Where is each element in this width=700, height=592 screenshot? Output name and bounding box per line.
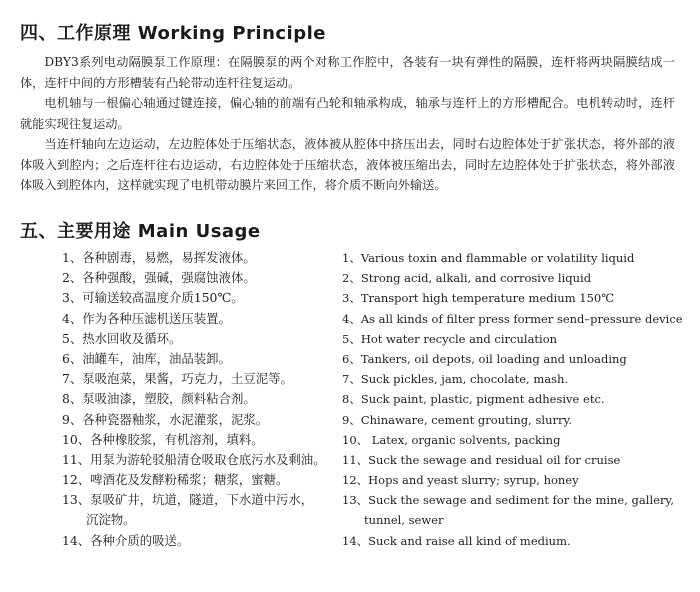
usage-item-en: 10、 Latex, organic solvents, packing bbox=[342, 432, 561, 447]
usage-item-cn: 6、油罐车，油库，油品装卸。 bbox=[62, 350, 231, 366]
usage-item-cn: 9、各种瓷器釉浆，水泥灌浆，泥浆。 bbox=[62, 411, 269, 427]
usage-item-en: 13、Suck the sewage and sediment for the mine, gallery, bbox=[342, 493, 675, 508]
usage-item-cn: 2、各种强酸，强碱，强腐蚀液体。 bbox=[62, 270, 256, 286]
usage-item-en: 1、Various toxin and flammable or volatility liquid bbox=[342, 251, 635, 265]
usage-item-cn: 13、泵吸矿井，坑道，隧道，下水道中污水， bbox=[62, 492, 314, 508]
usage-item-en: 8、Suck paint, plastic, pigment adhesive etc. bbox=[342, 392, 605, 407]
usage-item-en: 4、As all kinds of filter press former send–pressure device bbox=[342, 311, 683, 326]
working-principle-paragraph-3: 当连杆轴向左边运动，左边腔体处于压缩状态，液体被从腔体中挤压出去，同时右边腔体处于扩张状态，将外部的液体吸入到腔内；之后连杆往右边运动，右边腔体处于压缩状态，液体被压缩出去，同时左边腔体处于扩张状态，将外部液体吸入到腔体内，这样就实现了电机带动膜片来回工作，将介质不断向外输送。 bbox=[20, 137, 675, 192]
usage-item-cn: 8、泵吸油漆，塑胶，颜料粘合剂。 bbox=[62, 391, 256, 407]
usage-item-en: 11、Suck the sewage and residual oil for cruise bbox=[342, 452, 621, 467]
usage-item-en: 9、Chinaware, cement grouting, slurry. bbox=[342, 412, 573, 427]
usage-item-cn: 10、各种橡胶浆，有机溶剂，填料。 bbox=[62, 431, 264, 447]
usage-item-en: 12、Hops and yeast slurry; syrup, honey bbox=[342, 473, 579, 488]
working-principle-paragraph-1: DBY3系列电动隔膜泵工作原理：在隔膜泵的两个对称工作腔中，各装有一块有弹性的隔膜，连杆将两块隔膜结成一体，连杆中间的方形槽装有凸轮带动连杆往复运动。 bbox=[20, 55, 675, 90]
usage-item-en-continuation: tunnel, sewer bbox=[364, 513, 444, 528]
usage-list-chinese bbox=[62, 248, 326, 551]
section-4-heading: 四、工作原理 Working Principle bbox=[20, 23, 326, 44]
usage-item-cn-continuation: 沉淀物。 bbox=[86, 512, 136, 528]
usage-item-cn: 3、可输送较高温度介质150℃。 bbox=[62, 290, 244, 306]
usage-item-en: 7、Suck pickles, jam, chocolate, mash. bbox=[342, 372, 569, 387]
working-principle-paragraph-2: 电机轴与一根偏心轴通过键连接，偏心轴的前端有凸轮和轴承构成，轴承与连杆上的方形槽配合。电机转动时，连杆就能实现往复运动。 bbox=[20, 96, 675, 131]
usage-item-cn: 5、热水回收及循环。 bbox=[62, 330, 182, 346]
usage-item-cn: 7、泵吸泡菜，果酱，巧克力，土豆泥等。 bbox=[62, 371, 293, 387]
usage-item-cn: 1、各种剧毒，易燃，易挥发液体。 bbox=[62, 250, 256, 265]
usage-item-cn: 11、用泵为游轮驳船清仓吸取仓底污水及剩油。 bbox=[62, 451, 326, 467]
usage-list-english bbox=[342, 248, 683, 551]
usage-item-en: 6、Tankers, oil depots, oil loading and unloading bbox=[342, 351, 627, 366]
section-5-heading: 五、主要用途 Main Usage bbox=[20, 221, 261, 242]
usage-item-cn: 14、各种介质的吸送。 bbox=[62, 532, 190, 548]
usage-item-cn: 12、啤酒花及发酵粉稀浆；糖浆，蜜糖。 bbox=[62, 472, 289, 488]
usage-item-en: 5、Hot water recycle and circulation bbox=[342, 331, 558, 346]
usage-item-en: 3、Transport high temperature medium 150℃ bbox=[342, 291, 615, 306]
usage-item-cn: 4、作为各种压滤机送压装置。 bbox=[62, 310, 231, 326]
usage-item-en: 14、Suck and raise all kind of medium. bbox=[342, 533, 571, 548]
usage-item-en: 2、Strong acid, alkali, and corrosive liquid bbox=[342, 271, 592, 286]
